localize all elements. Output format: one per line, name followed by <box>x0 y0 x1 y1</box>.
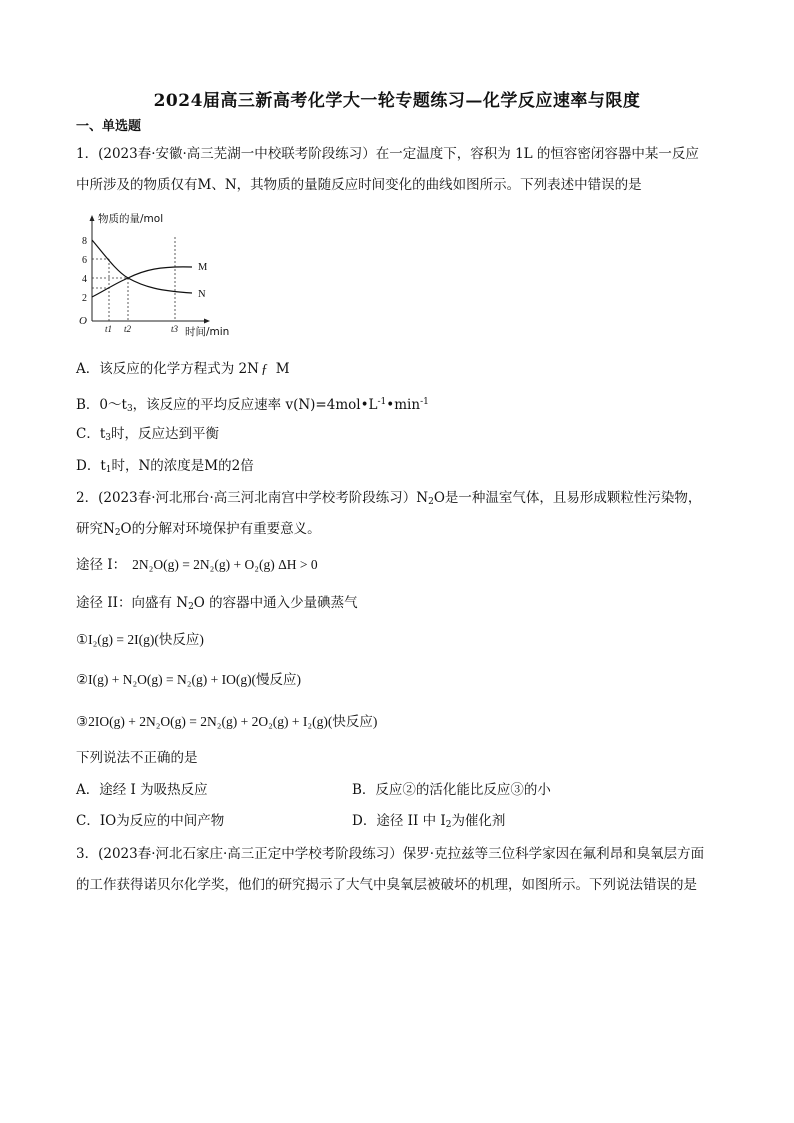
q1-option-b[interactable]: B．$0\sim t_3$，该反应的平均反应速率 $v(N)=4mol•L^{-1}•\min^{-1}$ <box>76 397 429 414</box>
y-axis-arrow <box>90 215 95 221</box>
section-heading: 一、单选题 <box>76 119 142 134</box>
document-title: 2024届高三新高考化学大一轮专题练习—化学反应速率与限度 <box>153 91 641 111</box>
curve-m <box>92 267 192 297</box>
curve-n-label: N <box>198 289 206 300</box>
curve-m-label: M <box>198 262 208 273</box>
q2-option-a[interactable]: A．途经 I 为吸热反应 <box>76 782 208 798</box>
q2-option-d[interactable]: D．途径 II 中 $I_2$为催化剂 <box>352 813 506 830</box>
q3-stem-line2: 的工作获得诺贝尔化学奖，他们的研究揭示了大气中臭氧层被破坏的机理，如图所示。下列说法错误的是 <box>76 877 697 893</box>
q2-step2: ②I(g) + N₂O(g) = N₂(g) + IO(g)(慢反应) <box>76 672 302 687</box>
q2-option-c[interactable]: C．IO为反应的中间产物 <box>76 813 225 829</box>
q3-stem-line1: 3．(2023春·河北石家庄·高三正定中学校考阶段练习）保罗·克拉兹等三位科学家因在氟利昂和臭氧层方面 <box>76 846 705 862</box>
x-tick-t1: t1 <box>105 324 113 334</box>
y-tick-6: 6 <box>82 255 87 266</box>
q2-path1: 途径 I： 2N₂O(g) = 2N₂(g) + O₂(g) ΔH > 0 <box>76 557 318 573</box>
y-tick-4: 4 <box>82 274 87 285</box>
x-axis-label: 时间/min <box>185 326 230 337</box>
x-tick-t2: t2 <box>124 324 132 334</box>
q1-stem-line1: 1．(2023春·安徽·高三芜湖一中校联考阶段练习）在一定温度下，容积为 1L 的恒容密闭容器中某一反应 <box>76 146 699 162</box>
q1-option-c[interactable]: C．$t_3$时，反应达到平衡 <box>76 426 219 443</box>
q2-path2: 途径 II：向盛有 $N_2O$ 的容器中通入少量碘蒸气 <box>76 595 358 612</box>
x-tick-t3: t3 <box>171 324 179 334</box>
q2-stem-line1: 2．(2023春·河北邢台·高三河北南宫中学校考阶段练习）$N_2O$是一种温室气体，且易形成颗粒性污染物， <box>76 490 702 507</box>
q1-option-a[interactable]: A．该反应的化学方程式为 2N ƒ M <box>76 361 290 377</box>
q2-prompt: 下列说法不正确的是 <box>76 750 198 766</box>
y-tick-2: 2 <box>82 293 87 304</box>
origin-label: O <box>79 315 87 327</box>
q1-stem-line2: 中所涉及的物质仅有M、N，其物质的量随反应时间变化的曲线如图所示。下列表述中错误的是 <box>76 177 642 193</box>
y-tick-8: 8 <box>82 236 87 247</box>
q2-step3: ③2IO(g) + 2N₂O(g) = 2N₂(g) + 2O₂(g) + I₂(g)(快反应) <box>76 714 378 729</box>
guide-lines <box>92 237 175 321</box>
y-axis-label: 物质的量/mol <box>98 213 164 225</box>
q1-option-d[interactable]: D．$t_1$时，N的浓度是M的2倍 <box>76 458 254 475</box>
q2-stem-line2: 研究$N_2O$的分解对环境保护有重要意义。 <box>76 521 321 538</box>
q2-option-b[interactable]: B．反应②的活化能比反应③的小 <box>352 782 551 798</box>
x-axis-arrow <box>204 319 210 324</box>
q2-step1: ①I₂(g) = 2I(g)(快反应) <box>76 632 204 647</box>
q1-amount-time-graph <box>74 209 244 337</box>
